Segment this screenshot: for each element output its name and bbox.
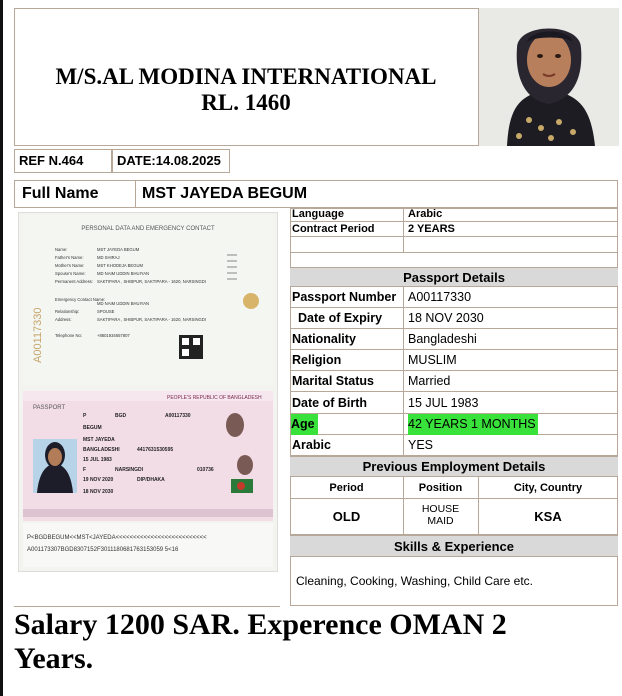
full-name-value: MST JAYEDA BEGUM (142, 185, 308, 202)
scan-field-value: MST JAYEDA BEGUM (97, 247, 140, 252)
position-header: Position (418, 482, 463, 494)
scan-code: BGD (115, 413, 127, 419)
passport-scan (18, 212, 278, 572)
scan-field-label: Name: (55, 247, 68, 252)
scan-dob: 15 JUL 1983 (83, 457, 112, 463)
salary-line-1: Salary 1200 SAR. Experence OMAN 2 (14, 608, 507, 641)
skills-text: Cleaning, Cooking, Washing, Child Care etc. (296, 574, 534, 588)
religion-label: Religion (292, 353, 342, 367)
left-border (0, 0, 3, 696)
period-header: Period (329, 482, 364, 494)
passport-row (290, 414, 618, 435)
scan-surname: BEGUM (83, 425, 102, 431)
scan-sex: F (83, 467, 87, 473)
passport-row (290, 308, 618, 329)
age-label: Age (291, 414, 318, 435)
scan-field-value: MD SHIRAJ (97, 255, 120, 260)
expiry-value: 18 NOV 2030 (408, 311, 484, 325)
scan-field-value: SAKTIPARA , SHIBPUR, SAKTIPARA - 1620, NARSINGDI (97, 279, 206, 284)
arabic-label: Arabic (292, 438, 331, 452)
period-value: OLD (332, 509, 361, 524)
scan-authority: DIP/DHAKA (137, 477, 165, 483)
position-line1: HOUSE (421, 503, 460, 515)
marital-status-value: Married (408, 374, 451, 388)
passport-number-value: A00117330 (408, 290, 472, 304)
scan-republic: PEOPLE'S REPUBLIC OF BANGLADESH (167, 395, 262, 401)
age-value: 42 YEARS 1 MONTHS (408, 414, 538, 435)
scan-field-value: MST KHODEJA BEGUM (97, 263, 143, 268)
arabic-value: YES (408, 438, 434, 452)
language-row (290, 208, 618, 222)
language-value: Arabic (408, 208, 443, 220)
scan-field-value: SAKTIPARA , SHIBPUR, SAKTIPARA - 1620, NARSINGDI (97, 317, 206, 322)
marital-status-label: Marital Status (292, 374, 374, 388)
scan-field-value: +8801934657807 (97, 333, 130, 338)
passport-details-header: Passport Details (290, 267, 618, 287)
scan-vertical-number: A00117330 (32, 307, 44, 363)
nationality-value: Bangladeshi (408, 332, 477, 346)
company-heading (14, 64, 478, 116)
scan-nationality: BANGLADESHI (83, 447, 120, 453)
passport-row (290, 287, 618, 308)
divider (14, 606, 280, 607)
blank-row (290, 237, 618, 253)
ref-number: REF N.464 (14, 149, 112, 173)
scan-field-label: Mother's Name: (55, 263, 85, 268)
scan-field-value: MD NAIM UDDIN BHUIYAN (97, 271, 150, 276)
passport-row (290, 371, 618, 392)
contract-row (290, 222, 618, 237)
candidate-photo (478, 8, 618, 146)
ref-date: DATE:14.08.2025 (112, 149, 230, 173)
scan-field-label: Telephone No: (55, 333, 83, 338)
scan-field-label: Address: (55, 317, 72, 322)
scan-field-label: Spouse's Name: (55, 271, 86, 276)
nationality-label: Nationality (292, 332, 356, 346)
scan-given: MST JAYEDA (83, 437, 115, 443)
employment-head-row (290, 477, 618, 499)
position-line2: MAID (427, 515, 454, 527)
skills-header: Skills & Experience (290, 535, 618, 557)
scan-birth-place: NARSINGDI (115, 467, 144, 473)
scan-issue-date: 19 NOV 2020 (83, 477, 114, 483)
passport-row (290, 435, 618, 456)
scan-field-label: Father's Name: (55, 255, 84, 260)
scan-field-value: SPOUSE (97, 309, 115, 314)
language-label: Language (292, 208, 344, 220)
passport-row (290, 350, 618, 371)
scan-number: A00117330 (165, 413, 191, 419)
company-name: M/S.AL MODINA INTERNATIONAL (55, 64, 437, 89)
passport-number-label: Passport Number (292, 290, 397, 304)
employment-row (290, 499, 618, 535)
salary-line-2: Years. (14, 642, 94, 675)
dob-label: Date of Birth (292, 396, 367, 410)
scan-type: P (83, 413, 87, 419)
passport-row (290, 329, 618, 350)
scan-passport-word: PASSPORT (33, 405, 66, 411)
passport-row (290, 392, 618, 414)
scan-personal-no: 4417631530595 (137, 447, 174, 453)
contract-value: 2 YEARS (408, 223, 455, 235)
position-value (403, 503, 478, 527)
employment-header: Previous Employment Details (290, 456, 618, 477)
license-number: RL. 1460 (201, 90, 291, 115)
religion-value: MUSLIM (408, 353, 457, 367)
full-name-label: Full Name (14, 180, 136, 208)
expiry-label: Date of Expiry (298, 311, 383, 325)
location-header: City, Country (513, 482, 583, 494)
dob-value: 15 JUL 1983 (408, 396, 479, 410)
scan-expiry: 18 NOV 2030 (83, 489, 114, 495)
scan-mrz-line1: P<BGDBEGUM<<MST<JAYEDA<<<<<<<<<<<<<<<<<<<<<<<<<< (27, 535, 207, 541)
scan-personal-header: PERSONAL DATA AND EMERGENCY CONTACT (81, 226, 215, 232)
scan-prev-pass: 010736 (197, 467, 214, 473)
scan-field-value: MD NAIM UDDIN BHUIYAN (97, 301, 150, 306)
scan-mrz-line2: A001173307BGD8307152F3011180681763153059 5<16 (27, 547, 179, 553)
contract-label: Contract Period (292, 223, 375, 235)
location-value: KSA (534, 509, 562, 524)
scan-field-label: Emergency Contact Name: (55, 297, 106, 302)
scan-field-label: Permanent Address: (55, 279, 93, 284)
salary-note (14, 608, 614, 676)
scan-field-label: Relationship: (55, 309, 80, 314)
